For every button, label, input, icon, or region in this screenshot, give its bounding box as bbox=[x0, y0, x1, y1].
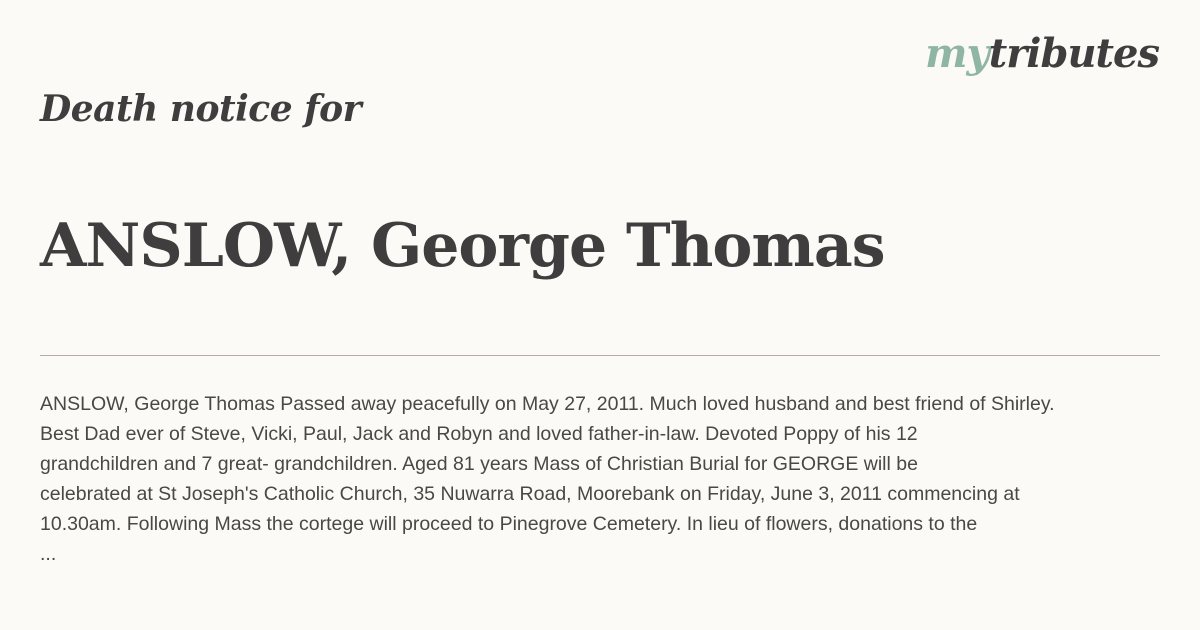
notice-body-line: Best Dad ever of Steve, Vicki, Paul, Jack and Robyn and loved father-in-law. Devoted Poppy of his 12 bbox=[40, 423, 918, 445]
mytributes-logo[interactable] bbox=[925, 30, 1159, 77]
deceased-name: ANSLOW, George Thomas bbox=[40, 211, 885, 281]
logo-tributes-text: tributes bbox=[988, 30, 1159, 77]
notice-body-line: celebrated at St Joseph's Catholic Church, 35 Nuwarra Road, Moorebank on Friday, June 3, 2011 commencing at bbox=[40, 483, 1020, 505]
notice-body-line: 10.30am. Following Mass the cortege will proceed to Pinegrove Cemetery. In lieu of flowers, donations to the bbox=[40, 513, 978, 535]
notice-body-line: ANSLOW, George Thomas Passed away peacefully on May 27, 2011. Much loved husband and best friend of Shirley. bbox=[40, 393, 1055, 415]
notice-body bbox=[40, 389, 1175, 569]
notice-body-line: grandchildren and 7 great- grandchildren. Aged 81 years Mass of Christian Burial for GEORGE will be bbox=[40, 453, 918, 475]
notice-body-ellipsis: ... bbox=[40, 543, 57, 565]
divider bbox=[40, 355, 1160, 356]
notice-kicker: Death notice for bbox=[40, 88, 362, 130]
logo-my-text: my bbox=[925, 30, 989, 77]
